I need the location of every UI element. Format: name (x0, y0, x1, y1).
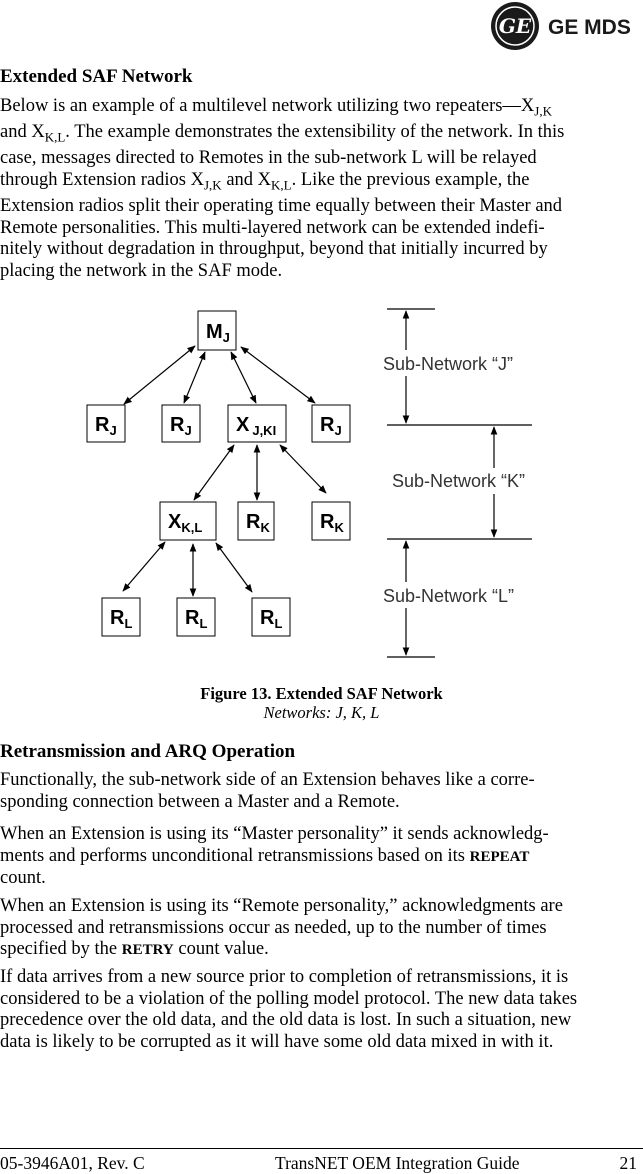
node-remote-l-3 (252, 598, 290, 636)
svg-text:RJ: $R_J$ (320, 414, 342, 438)
node-remote-k-1 (238, 502, 274, 540)
svg-text:RL: $R_L$ (110, 607, 133, 631)
link-mj-xjk (231, 352, 256, 403)
link-xkl-rl3 (216, 543, 252, 592)
node-remote-j-2 (162, 405, 200, 442)
doc-number: 05-3946A01, Rev. C (0, 1153, 145, 1173)
page-number: 21 (619, 1153, 637, 1173)
extended-saf-network-diagram (0, 295, 643, 665)
svg-text:XK,L: $X_{K,L}$ (168, 511, 203, 535)
svg-text:RK: $R_K$ (320, 511, 344, 535)
node-extension-jk (228, 405, 286, 442)
node-extension-kl (160, 502, 216, 540)
node-remote-l-1 (102, 598, 140, 636)
svg-text:MJ: $M_J$ (206, 321, 230, 345)
link-mj-rj2 (184, 352, 205, 403)
section-title-extended-saf: Extended SAF Network (0, 66, 193, 87)
svg-text:XJ,KI: X $_{J,KI}$ (236, 414, 277, 438)
svg-text:RL: $R_L$ (260, 607, 283, 631)
link-xjk-xkl (194, 445, 234, 500)
paragraph-master-personality: When an Extension is using its “Master personality” it sends acknowledg- ments and performs unconditional retransmissions based on its REPEAT count. (0, 824, 549, 888)
figure-caption: Figure 13. Extended SAF Network (200, 684, 443, 703)
svg-text:RL: $R_L$ (185, 607, 208, 631)
ge-monogram-text: GE (498, 14, 532, 38)
node-remote-l-2 (177, 598, 215, 636)
paragraph-new-source: If data arrives from a new source prior to completion of retransmissions, it is considered to be a violation of the polling model protocol. The new data takes precedence over the old data, and the old data is lost. In such a situation, new data is likely to be corrupted as it will have some old data mixed in with it. (0, 967, 578, 1052)
link-xkl-rl1 (123, 542, 165, 591)
svg-text:RJ: $R_J$ (95, 414, 117, 438)
node-remote-j-1 (87, 405, 125, 442)
figure-subcaption: Networks: J, K, L (263, 703, 380, 722)
node-master-j (198, 311, 236, 350)
retry-command: RETRY (121, 942, 174, 958)
ge-mds-logo (488, 0, 643, 52)
subnet-k-label: Sub-Network “K” (392, 471, 526, 491)
section1-paragraph: Below is an example of a multilevel network utilizing two $repeaters—X_{J,K}$ and $X_{K,L}$. The example demonstrates the extensibility of the network. In this case, messages directed to Remotes in the sub-network L will be relayed through Extension radios $X_{J,K}$ and $X_{K,L}$. Like the previous example, the Extension radios split their operating time equally between their Master and Remote personalities. This multi-layered network can be extended indefi- nitely without degradation in throughput, beyond that initially incurred by placing the network in the SAF mode. (0, 96, 565, 281)
node-remote-j-3 (312, 405, 350, 442)
section-title-retransmission-arq: Retransmission and ARQ Operation (0, 741, 296, 762)
svg-text:RJ: $R_J$ (170, 414, 192, 438)
page-footer (0, 1148, 643, 1174)
guide-title: TransNET OEM Integration Guide (275, 1153, 520, 1173)
svg-text:RK: $R_K$ (246, 511, 270, 535)
subnet-j-label: Sub-Network “J” (383, 354, 514, 374)
subnet-l-label: Sub-Network “L” (383, 586, 515, 606)
link-xjk-rk2 (280, 445, 326, 493)
paragraph-functionally: Functionally, the sub-network side of an Extension behaves like a corre- sponding connection between a Master and a Remote. (0, 770, 535, 812)
link-mj-rj1 (124, 346, 195, 404)
repeat-command: REPEAT (469, 848, 530, 865)
brand-name: GE MDS (548, 16, 631, 39)
paragraph-remote-personality: When an Extension is using its “Remote personality,” acknowledgments are processed and retransmissions occur as needed, up to the number of times specified by the RETRY count value. (0, 896, 563, 959)
node-remote-k-2 (312, 502, 350, 540)
